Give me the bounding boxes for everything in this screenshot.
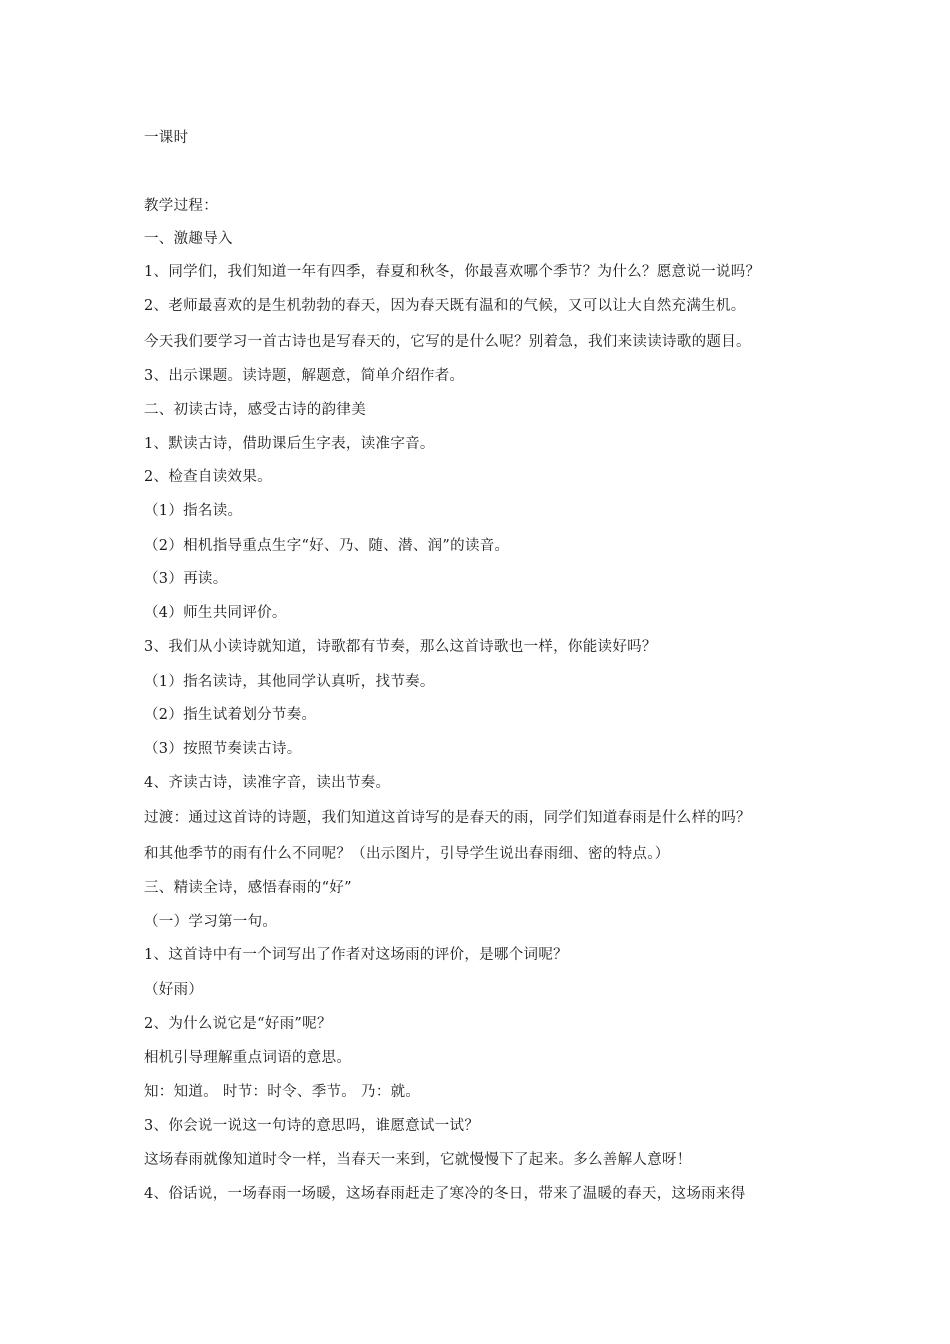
- lesson-period: 一课时: [144, 130, 189, 146]
- text-line: （2）相机指导重点生字“好、乃、随、潜、润”的读音。: [144, 538, 510, 554]
- text-line: （3）按照节奏读古诗。: [144, 741, 302, 757]
- text-line: （3）再读。: [144, 571, 228, 587]
- text-line: 1、这首诗中有一个词写出了作者对这场雨的评价，是哪个词呢？: [144, 947, 568, 963]
- text-line: 过渡：通过这首诗的诗题，我们知道这首诗写的是春天的雨，同学们知道春雨是什么样的吗？: [144, 810, 751, 826]
- text-line: 这场春雨就像知道时令一样，当春天一来到，它就慢慢下了起来。多么善解人意呀！: [144, 1152, 692, 1168]
- text-line: 1、默读古诗，借助课后生字表，读准字音。: [144, 436, 435, 452]
- text-line: （1）指名读。: [144, 503, 243, 519]
- text-line: （2）指生试着划分节奏。: [144, 707, 317, 723]
- text-line: 今天我们要学习一首古诗也是写春天的，它写的是什么呢？别着急，我们来读读诗歌的题目。: [144, 334, 751, 350]
- text-line: 2、检查自读效果。: [144, 469, 272, 485]
- text-line: （一）学习第一句。: [144, 914, 278, 930]
- text-line: 知：知道。 时节：时令、季节。 乃：就。: [144, 1084, 421, 1100]
- text-line: （1）指名读诗，其他同学认真听，找节奏。: [144, 674, 435, 690]
- text-line: 3、你会说一说这一句诗的意思吗，谁愿意试一试？: [144, 1118, 480, 1134]
- text-line: 4、俗话说，一场春雨一场暖，这场春雨赶走了寒冷的冬日，带来了温暖的春天，这场雨来得: [144, 1186, 746, 1202]
- text-line: 4、齐读古诗，读准字音，读出节奏。: [144, 775, 391, 791]
- text-line: 3、我们从小读诗就知道，诗歌都有节奏，那么这首诗歌也一样，你能读好吗？: [144, 639, 657, 655]
- section-heading: 三、精读全诗，感悟春雨的“好”: [144, 880, 352, 896]
- text-line: 相机引导理解重点词语的意思。: [144, 1050, 352, 1066]
- text-line: 3、出示课题。读诗题，解题意，简单介绍作者。: [144, 368, 465, 384]
- text-line: （好雨）: [144, 982, 204, 998]
- section-heading: 教学过程：: [144, 198, 218, 214]
- text-line: 1、同学们，我们知道一年有四季，春夏和秋冬，你最喜欢哪个季节？为什么？愿意说一说吗？: [144, 264, 761, 280]
- text-line: 2、老师最喜欢的是生机勃勃的春天，因为春天既有温和的气候，又可以让大自然充满生机。: [144, 298, 746, 314]
- text-line: 和其他季节的雨有什么不同呢？（出示图片，引导学生说出春雨细、密的特点。）: [144, 846, 670, 862]
- section-heading: 一、激趣导入: [144, 231, 233, 247]
- text-line: （4）师生共同评价。: [144, 605, 287, 621]
- section-heading: 二、初读古诗，感受古诗的韵律美: [144, 402, 366, 418]
- text-line: 2、为什么说它是“好雨”呢？: [144, 1016, 332, 1032]
